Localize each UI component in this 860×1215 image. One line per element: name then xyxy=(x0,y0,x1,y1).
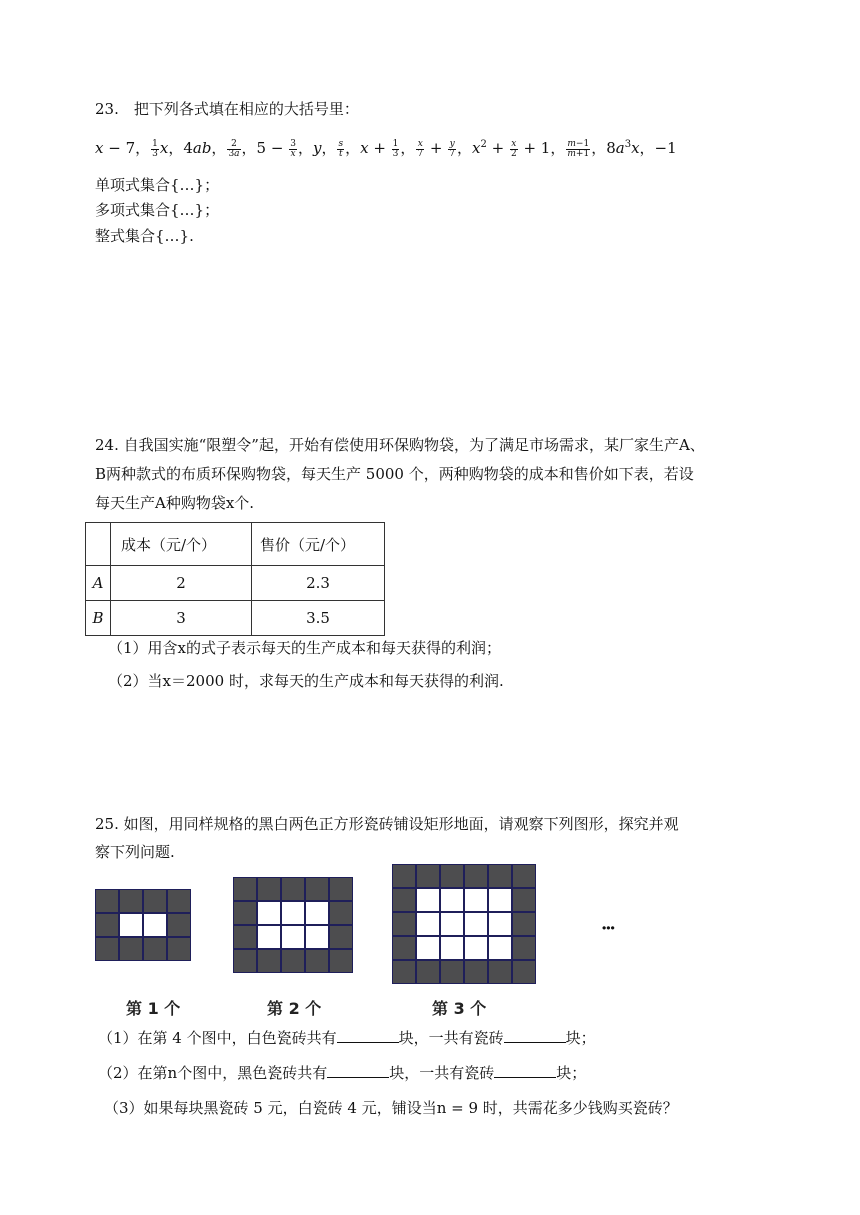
black-tile xyxy=(282,878,305,901)
figure-label-3: 第 3 个 xyxy=(432,999,487,1018)
black-tile xyxy=(168,938,191,961)
white-tile xyxy=(120,914,143,937)
q25-line1: 25. 如图，用同样规格的黑白两色正方形瓷砖铺设矩形地面，请观察下列图形，探究并观 xyxy=(95,815,679,833)
black-tile xyxy=(330,902,353,925)
black-tile xyxy=(465,865,488,888)
q25-sub1-text-a: （1）在第 4 个图中，白色瓷砖共有 xyxy=(98,1029,337,1047)
q25-sub2-text-c: 块； xyxy=(556,1064,587,1082)
black-tile xyxy=(96,914,119,937)
tile-figure-2 xyxy=(233,877,354,973)
black-tile xyxy=(144,938,167,961)
white-tile xyxy=(258,926,281,949)
black-tile xyxy=(306,878,329,901)
black-tile xyxy=(96,890,119,913)
black-tile xyxy=(393,961,416,984)
q25-sub2 xyxy=(98,1062,586,1084)
table-cell: 3 xyxy=(111,601,252,636)
answer-blank xyxy=(327,1063,389,1078)
q23-polynomial-set: 多项式集合{…}； xyxy=(95,201,220,219)
black-tile xyxy=(330,950,353,973)
black-tile xyxy=(393,889,416,912)
black-tile xyxy=(489,865,512,888)
q24-line2: B两种款式的布质环保购物袋，每天生产 5000 个，两种购物袋的成本和售价如下表，若设 xyxy=(95,465,694,483)
black-tile xyxy=(168,914,191,937)
q25-sub2-text-a: （2）在第n个图中，黑色瓷砖共有 xyxy=(98,1064,328,1082)
q23-expressions: x − 7， $\frac{1}{3}$ x，4ab， $\frac{2}{3a}$ ，5 − $\frac{3}{x}$ ，y， $\frac{s}{t}$ ，x + $\frac{1}{3}$ ， $\frac{x}{7}$ + $\frac{y}{7}$ ，$x^2$ + $\frac{x}{2}$ + 1， $\frac{m-1}{m+1}$ ，$8a^3x$，−1 xyxy=(95,138,677,159)
black-tile xyxy=(258,950,281,973)
tile-figure-3 xyxy=(392,864,537,984)
black-tile xyxy=(330,878,353,901)
figure-label-1: 第 1 个 xyxy=(126,999,181,1018)
table-row xyxy=(86,601,385,636)
black-tile xyxy=(330,926,353,949)
white-tile xyxy=(489,889,512,912)
table-cell: 3.5 xyxy=(252,601,385,636)
white-tile xyxy=(417,913,440,936)
table-cell: A xyxy=(86,566,111,601)
black-tile xyxy=(489,961,512,984)
black-tile xyxy=(234,950,257,973)
answer-blank xyxy=(504,1028,566,1043)
black-tile xyxy=(96,938,119,961)
black-tile xyxy=(258,878,281,901)
black-tile xyxy=(120,890,143,913)
q25-sub3: （3）如果每块黑瓷砖 5 元，白瓷砖 4 元，铺设当n = 9 时，共需花多少钱购买瓷砖？ xyxy=(104,1099,678,1117)
black-tile xyxy=(417,961,440,984)
q24-line1: 24. 自我国实施“限塑令”起，开始有偿使用环保购物袋，为了满足市场需求，某厂家生产A、 xyxy=(95,436,705,454)
q25-sub1-text-b: 块，一共有瓷砖 xyxy=(398,1029,504,1047)
black-tile xyxy=(441,961,464,984)
table-cell: B xyxy=(86,601,111,636)
black-tile xyxy=(513,865,536,888)
answer-blank xyxy=(494,1063,556,1078)
white-tile xyxy=(441,913,464,936)
white-tile xyxy=(465,937,488,960)
black-tile xyxy=(234,926,257,949)
black-tile xyxy=(282,950,305,973)
q23-title: 23. 把下列各式填在相应的大括号里： xyxy=(95,100,359,118)
black-tile xyxy=(441,865,464,888)
white-tile xyxy=(441,889,464,912)
white-tile xyxy=(489,937,512,960)
white-tile xyxy=(282,926,305,949)
black-tile xyxy=(168,890,191,913)
cost-price-table xyxy=(85,522,385,636)
q23-integral-set: 整式集合{…}. xyxy=(95,227,194,245)
black-tile xyxy=(513,913,536,936)
table-row xyxy=(86,566,385,601)
white-tile xyxy=(282,902,305,925)
q25-sub2-text-b: 块，一共有瓷砖 xyxy=(389,1064,495,1082)
table-header-cell: 成本（元/个） xyxy=(111,523,252,566)
table-header-cell xyxy=(86,523,111,566)
white-tile xyxy=(306,926,329,949)
black-tile xyxy=(393,937,416,960)
table-header-cell: 售价（元/个） xyxy=(252,523,385,566)
black-tile xyxy=(417,865,440,888)
figure-ellipsis: ··· xyxy=(601,918,614,939)
figure-label-2: 第 2 个 xyxy=(267,999,322,1018)
black-tile xyxy=(513,889,536,912)
q24-sub1: （1）用含x的式子表示每天的生产成本和每天获得的利润； xyxy=(108,639,502,657)
black-tile xyxy=(144,890,167,913)
q23-monomial-set: 单项式集合{…}； xyxy=(95,176,220,194)
q25-sub1 xyxy=(98,1027,596,1049)
table-header-row xyxy=(86,523,385,566)
white-tile xyxy=(417,889,440,912)
white-tile xyxy=(441,937,464,960)
white-tile xyxy=(489,913,512,936)
tile-figure-1 xyxy=(95,889,191,961)
table-cell: 2 xyxy=(111,566,252,601)
black-tile xyxy=(513,961,536,984)
white-tile xyxy=(144,914,167,937)
q25-line2: 察下列问题. xyxy=(95,843,175,861)
black-tile xyxy=(513,937,536,960)
white-tile xyxy=(465,889,488,912)
white-tile xyxy=(258,902,281,925)
black-tile xyxy=(120,938,143,961)
q25-sub1-text-c: 块； xyxy=(565,1029,596,1047)
black-tile xyxy=(393,913,416,936)
black-tile xyxy=(465,961,488,984)
white-tile xyxy=(465,913,488,936)
black-tile xyxy=(234,902,257,925)
white-tile xyxy=(306,902,329,925)
black-tile xyxy=(234,878,257,901)
q24-line3: 每天生产A种购物袋x个. xyxy=(95,494,255,512)
black-tile xyxy=(306,950,329,973)
table-cell: 2.3 xyxy=(252,566,385,601)
answer-blank xyxy=(337,1028,399,1043)
black-tile xyxy=(393,865,416,888)
white-tile xyxy=(417,937,440,960)
q24-sub2: （2）当x＝2000 时，求每天的生产成本和每天获得的利润. xyxy=(108,672,504,690)
